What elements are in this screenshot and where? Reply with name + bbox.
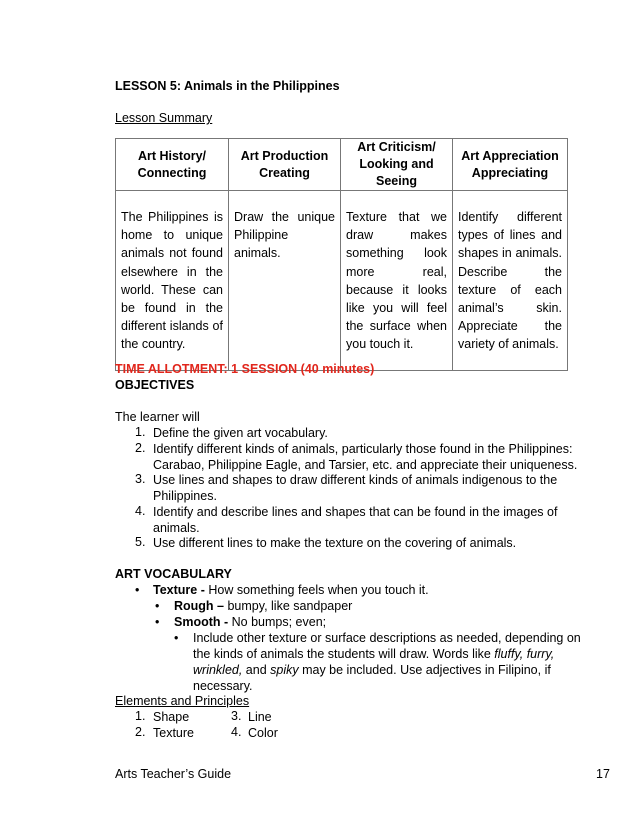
element-number: 2. <box>135 725 146 739</box>
bullet-icon: • <box>174 631 179 645</box>
table-row <box>116 191 568 371</box>
cell-art-criticism: Texture that we draw makes something look more real, because it looks like you will feel the surface when you touch it. <box>341 191 453 371</box>
element-number: 1. <box>135 709 146 723</box>
vocab-heading: ART VOCABULARY <box>115 567 232 581</box>
bullet-icon: • <box>135 583 140 597</box>
vocab-def-smooth: No bumps; even; <box>228 615 327 629</box>
vocab-term-texture: Texture - <box>153 583 205 597</box>
element-number: 4. <box>231 725 242 739</box>
element-item: Texture <box>153 726 194 740</box>
note-line-1: Include other texture or surface descriptions as needed, depending on <box>193 631 581 645</box>
vocab-term-smooth: Smooth - <box>174 615 229 629</box>
table-header-row <box>116 139 568 191</box>
header-art-appreciation: Art Appreciation Appreciating <box>453 139 568 191</box>
cell-art-history: The Philippines is home to unique animals not found elsewhere in the world. These can be found in the different islands of the country. <box>116 191 229 371</box>
element-number: 3. <box>231 709 242 723</box>
learner-intro: The learner will <box>115 410 200 424</box>
note-line-2: the kinds of animals the students will draw. Words like fluffy, furry, <box>193 647 555 661</box>
objectives-heading: OBJECTIVES <box>115 378 195 392</box>
note-line-4: necessary. <box>193 679 253 693</box>
time-allotment: TIME ALLOTMENT: 1 SESSION (40 minutes) <box>115 362 375 376</box>
lesson-summary-table <box>115 138 568 371</box>
vocab-def-rough: bumpy, like sandpaper <box>224 599 353 613</box>
bullet-icon: • <box>155 615 160 629</box>
vocab-def-texture: How something feels when you touch it. <box>204 583 429 597</box>
lesson-summary-label: Lesson Summary <box>115 111 213 125</box>
cell-art-appreciation: Identify different types of lines and shapes in animals. Describe the texture of each animal’s skin. Appreciate the variety of animals. <box>453 191 568 371</box>
bullet-icon: • <box>155 599 160 613</box>
element-item: Line <box>248 710 272 724</box>
lesson-title: LESSON 5: Animals in the Philippines <box>115 79 340 93</box>
element-item: Shape <box>153 710 190 724</box>
element-item: Color <box>248 726 278 740</box>
elements-heading: Elements and Principles <box>115 694 250 708</box>
header-art-criticism: Art Criticism/ Looking and Seeing <box>341 139 453 191</box>
header-art-history: Art History/ Connecting <box>116 139 229 191</box>
header-art-production: Art Production Creating <box>229 139 341 191</box>
cell-art-production: Draw the unique Philippine animals. <box>229 191 341 371</box>
page-number: 17 <box>596 767 610 781</box>
footer-title: Arts Teacher’s Guide <box>115 767 232 781</box>
note-line-3: wrinkled, and spiky may be included. Use adjectives in Filipino, if <box>193 663 551 677</box>
vocab-term-rough: Rough – <box>174 599 224 613</box>
